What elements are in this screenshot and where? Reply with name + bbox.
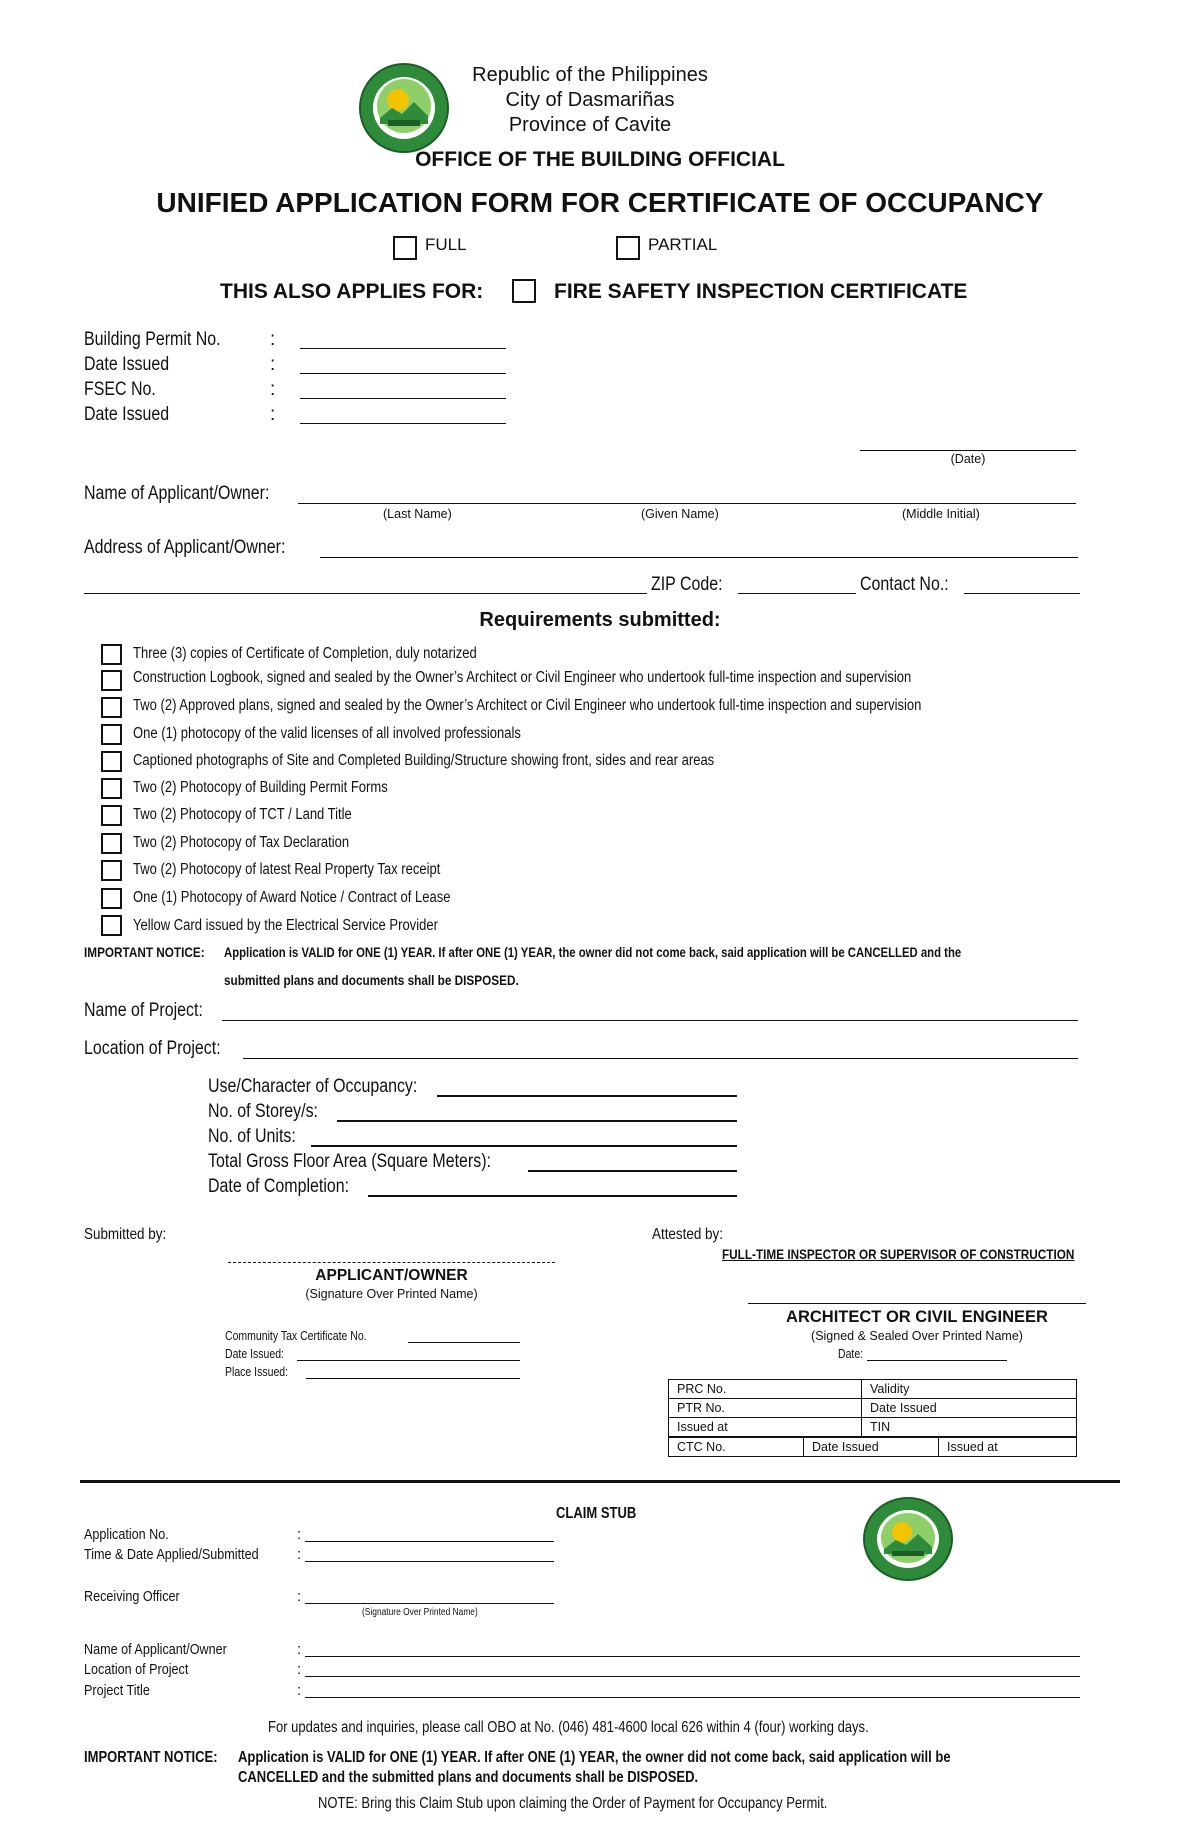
form-title: UNIFIED APPLICATION FORM FOR CERTIFICATE OF OCCUPANCY	[156, 187, 1044, 218]
storeys-field[interactable]	[337, 1120, 737, 1122]
receiving-sig-caption: (Signature Over Printed Name)	[362, 1607, 478, 1618]
project-name-field[interactable]	[222, 1020, 1078, 1021]
republic-text: Republic of the Philippines	[472, 64, 708, 86]
claim-name-owner-label: Name of Applicant/Owner	[84, 1641, 227, 1658]
contact-field[interactable]	[964, 593, 1080, 594]
requirement-item: Two (2) Photocopy of latest Real Property Tax receipt	[133, 861, 441, 878]
applicant-signature-line[interactable]	[228, 1262, 555, 1263]
requirement-item: One (1) photocopy of the valid licenses of all involved professionals	[133, 725, 521, 742]
claim-project-title-field[interactable]	[305, 1697, 1080, 1698]
requirement-item: Two (2) Photocopy of Building Permit Forms	[133, 779, 388, 796]
ctc-date-issued-cell[interactable]: Date Issued	[804, 1438, 939, 1457]
requirement-item: Two (2) Photocopy of TCT / Land Title	[133, 806, 352, 823]
claim-notice-line-1: Application is VALID for ONE (1) YEAR. If after ONE (1) YEAR, the owner did not come back, said application will be	[238, 1749, 951, 1766]
colon: :	[297, 1588, 302, 1605]
completion-field[interactable]	[368, 1195, 737, 1197]
applicant-sig-caption: (Signature Over Printed Name)	[305, 1287, 478, 1301]
storeys-label: No. of Storey/s:	[208, 1101, 319, 1122]
requirement-item: Three (3) copies of Certificate of Completion, duly notarized	[133, 645, 477, 662]
attested-by-label: Attested by:	[652, 1226, 723, 1243]
claim-project-title-label: Project Title	[84, 1682, 150, 1699]
ptr-no-cell[interactable]: PTR No.	[669, 1399, 862, 1418]
updates-text: For updates and inquiries, please call OBO at No. (046) 481-4600 local 626 within 4 (four) working days.	[268, 1719, 869, 1736]
address-field-2[interactable]	[84, 593, 647, 594]
architect-title: ARCHITECT OR CIVIL ENGINEER	[786, 1308, 1048, 1326]
date-issued-2-field[interactable]	[300, 423, 506, 424]
notice-label: IMPORTANT NOTICE:	[84, 944, 205, 960]
architect-date-field[interactable]	[867, 1360, 1007, 1361]
zip-label: ZIP Code:	[651, 574, 723, 595]
ctc-issued-at-cell[interactable]: Issued at	[939, 1438, 1077, 1457]
requirement-checkbox[interactable]	[101, 778, 122, 799]
occupancy-field[interactable]	[437, 1095, 737, 1097]
building-permit-label: Building Permit No.	[84, 329, 221, 350]
notice-line-2: submitted plans and documents shall be DISPOSED.	[224, 972, 519, 988]
colon: :	[270, 404, 276, 425]
colon: :	[297, 1661, 302, 1678]
claim-stub-divider	[80, 1480, 1120, 1483]
requirement-checkbox[interactable]	[101, 833, 122, 854]
city-text: City of Dasmariñas	[505, 89, 675, 111]
tin-cell[interactable]: TIN	[862, 1418, 1077, 1437]
date-issued-2-label: Date Issued	[84, 404, 170, 425]
ctc-no-cell[interactable]: CTC No.	[669, 1438, 804, 1457]
prc-no-cell[interactable]: PRC No.	[669, 1380, 862, 1399]
ctc-row-table	[668, 1437, 1077, 1457]
requirement-checkbox[interactable]	[101, 751, 122, 772]
ctc-date-issued-field[interactable]	[297, 1360, 520, 1361]
requirement-checkbox[interactable]	[101, 670, 122, 691]
units-field[interactable]	[311, 1145, 737, 1147]
validity-cell[interactable]: Validity	[862, 1380, 1077, 1399]
colon: :	[297, 1682, 302, 1699]
partial-label: PARTIAL	[648, 235, 718, 254]
requirement-checkbox[interactable]	[101, 915, 122, 936]
building-permit-field[interactable]	[300, 348, 506, 349]
partial-checkbox[interactable]	[616, 236, 640, 260]
office-title: OFFICE OF THE BUILDING OFFICIAL	[415, 148, 785, 171]
requirement-checkbox[interactable]	[101, 697, 122, 718]
requirement-checkbox[interactable]	[101, 805, 122, 826]
claim-location-field[interactable]	[305, 1676, 1080, 1677]
also-applies-label: THIS ALSO APPLIES FOR:	[220, 280, 484, 303]
colon: :	[270, 329, 276, 350]
time-date-label: Time & Date Applied/Submitted	[84, 1546, 259, 1563]
prc-details-table	[668, 1379, 1077, 1437]
claim-location-label: Location of Project	[84, 1661, 189, 1678]
full-checkbox[interactable]	[393, 236, 417, 260]
ctc-place-issued-label: Place Issued:	[225, 1365, 289, 1379]
given-name-caption: (Given Name)	[641, 507, 719, 521]
colon: :	[297, 1526, 302, 1543]
address-field-1[interactable]	[320, 557, 1078, 558]
ctc-label: Community Tax Certificate No.	[225, 1329, 367, 1343]
application-no-label: Application No.	[84, 1526, 169, 1543]
contact-label: Contact No.:	[860, 574, 949, 595]
colon: :	[297, 1641, 302, 1658]
fsic-checkbox[interactable]	[512, 279, 536, 303]
colon: :	[270, 354, 276, 375]
applicant-owner-title: APPLICANT/OWNER	[315, 1267, 468, 1284]
application-no-field[interactable]	[305, 1541, 554, 1542]
requirement-checkbox[interactable]	[101, 888, 122, 909]
applicant-name-field[interactable]	[298, 503, 1076, 504]
gfa-label: Total Gross Floor Area (Square Meters):	[208, 1151, 491, 1172]
requirement-checkbox[interactable]	[101, 860, 122, 881]
architect-sig-caption: (Signed & Sealed Over Printed Name)	[811, 1329, 1023, 1343]
gfa-field[interactable]	[528, 1170, 737, 1172]
requirement-checkbox[interactable]	[101, 724, 122, 745]
project-location-label: Location of Project:	[84, 1038, 221, 1059]
date-issued-1-field[interactable]	[300, 373, 506, 374]
architect-signature-line[interactable]	[748, 1303, 1086, 1304]
city-seal	[358, 62, 450, 154]
middle-initial-caption: (Middle Initial)	[902, 507, 980, 521]
requirements-heading: Requirements submitted:	[479, 609, 721, 631]
receiving-officer-field[interactable]	[305, 1603, 554, 1604]
fsec-label: FSEC No.	[84, 379, 156, 400]
zip-field[interactable]	[738, 593, 856, 594]
requirement-item: Two (2) Approved plans, signed and sealed by the Owner’s Architect or Civil Engineer who undertook full-time inspection and supervision	[133, 697, 922, 714]
requirement-item: Yellow Card issued by the Electrical Service Provider	[133, 917, 438, 934]
ptr-date-issued-cell[interactable]: Date Issued	[862, 1399, 1077, 1418]
project-name-label: Name of Project:	[84, 1000, 203, 1021]
issued-at-cell[interactable]: Issued at	[669, 1418, 862, 1437]
date-issued-1-label: Date Issued	[84, 354, 170, 375]
ctc-place-issued-field[interactable]	[306, 1378, 520, 1379]
last-name-caption: (Last Name)	[383, 507, 452, 521]
requirement-item: One (1) Photocopy of Award Notice / Contract of Lease	[133, 889, 451, 906]
colon: :	[270, 379, 276, 400]
full-label: FULL	[425, 235, 467, 254]
submitted-by-label: Submitted by:	[84, 1226, 167, 1243]
address-label: Address of Applicant/Owner:	[84, 537, 286, 558]
fsec-field[interactable]	[300, 398, 506, 399]
notice-line-1: Application is VALID for ONE (1) YEAR. If after ONE (1) YEAR, the owner did not come back, said application will be CANCELLED and the	[224, 944, 962, 960]
date-caption: (Date)	[950, 452, 986, 466]
claim-stub-title: CLAIM STUB	[556, 1505, 637, 1522]
province-text: Province of Cavite	[508, 114, 672, 136]
city-seal-small	[862, 1497, 954, 1581]
colon: :	[297, 1546, 302, 1563]
fsic-label: FIRE SAFETY INSPECTION CERTIFICATE	[554, 280, 968, 303]
project-location-field[interactable]	[243, 1058, 1078, 1059]
applicant-name-label: Name of Applicant/Owner:	[84, 483, 270, 504]
requirement-item: Construction Logbook, signed and sealed by the Owner’s Architect or Civil Engineer who undertook full-time inspection and supervision	[133, 669, 912, 686]
architect-date-label: Date:	[838, 1347, 864, 1361]
fulltime-inspector-label: FULL-TIME INSPECTOR OR SUPERVISOR OF CONSTRUCTION	[722, 1246, 1075, 1262]
occupancy-label: Use/Character of Occupancy:	[208, 1076, 418, 1097]
receiving-officer-label: Receiving Officer	[84, 1588, 180, 1605]
units-label: No. of Units:	[208, 1126, 296, 1147]
claim-note: NOTE: Bring this Claim Stub upon claiming the Order of Payment for Occupancy Permit.	[318, 1795, 828, 1812]
requirement-checkbox[interactable]	[101, 644, 122, 665]
completion-label: Date of Completion:	[208, 1176, 350, 1197]
claim-notice-line-2: CANCELLED and the submitted plans and documents shall be DISPOSED.	[238, 1769, 699, 1786]
requirement-item: Captioned photographs of Site and Completed Building/Structure showing front, sides and rear areas	[133, 752, 715, 769]
date-field[interactable]	[860, 450, 1076, 451]
requirement-item: Two (2) Photocopy of Tax Declaration	[133, 834, 350, 851]
ctc-date-issued-label: Date Issued:	[225, 1347, 284, 1361]
claim-notice-label: IMPORTANT NOTICE:	[84, 1749, 218, 1766]
ctc-field[interactable]	[408, 1342, 520, 1343]
time-date-field[interactable]	[305, 1561, 554, 1562]
claim-name-owner-field[interactable]	[305, 1656, 1080, 1657]
